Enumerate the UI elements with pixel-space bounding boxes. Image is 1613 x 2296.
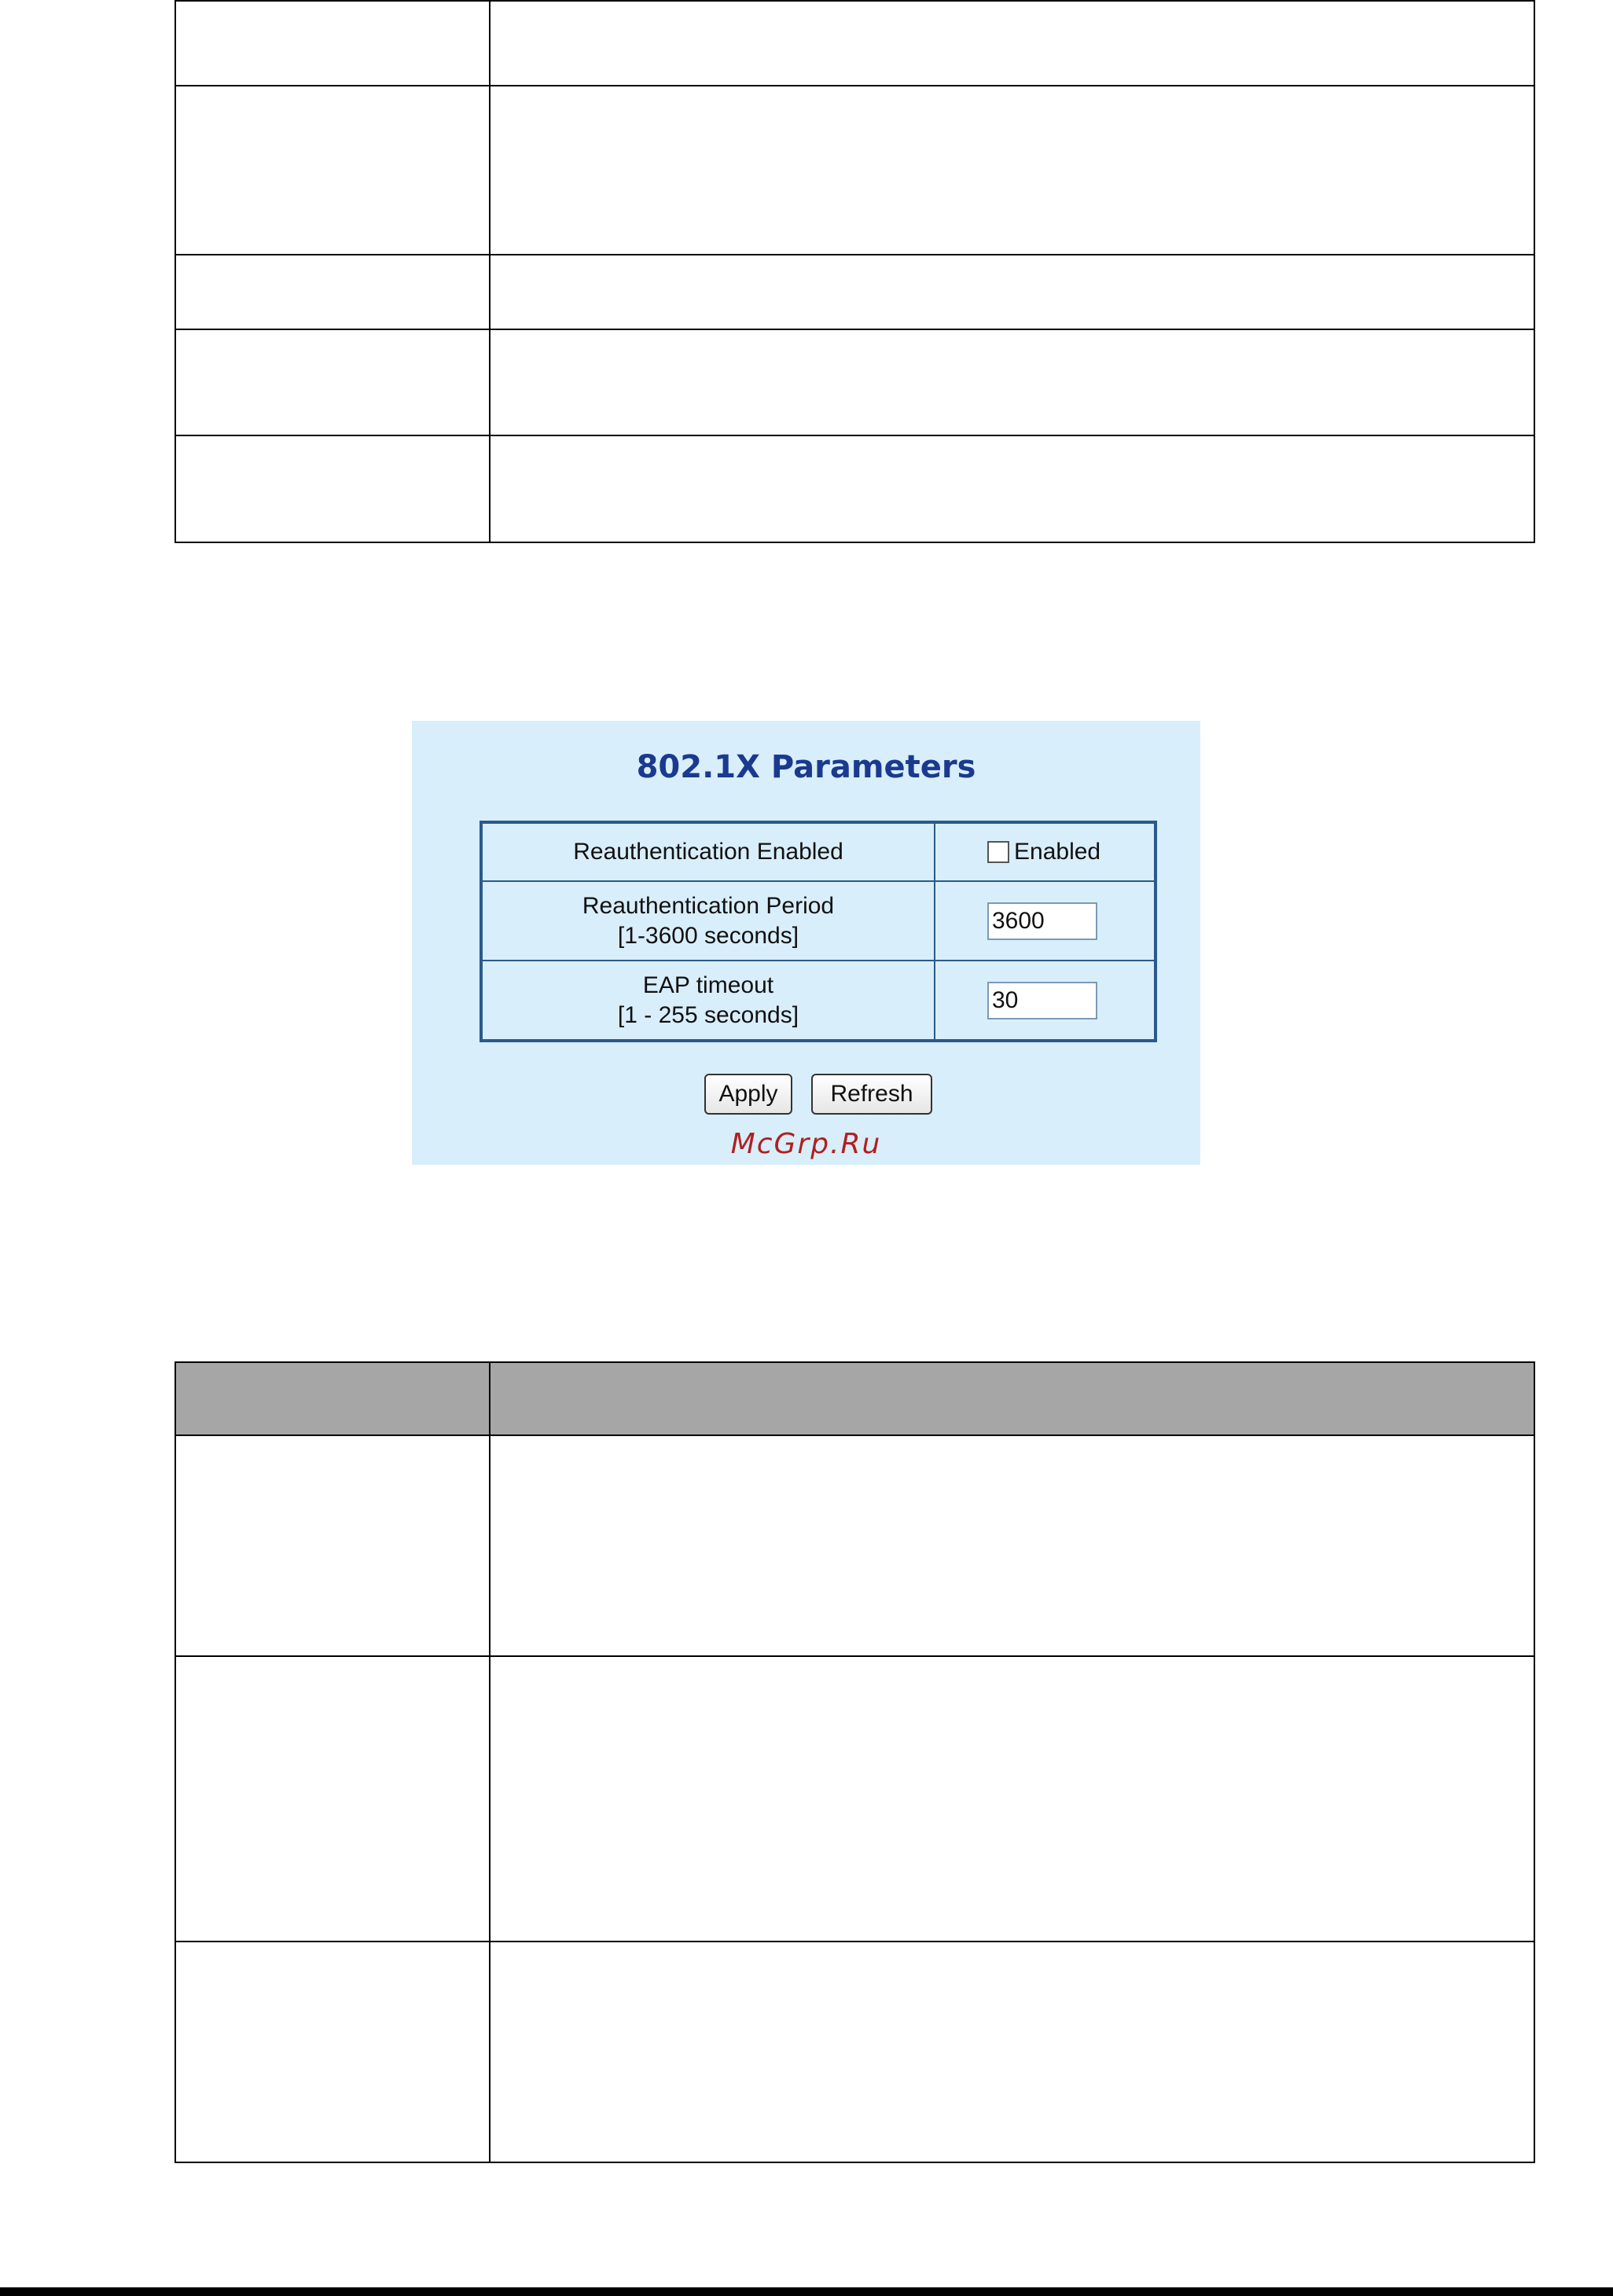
table-cell <box>490 435 1534 542</box>
table-cell <box>175 1435 490 1656</box>
table-cell <box>490 1435 1534 1656</box>
reauth-enabled-checkbox[interactable] <box>987 841 1009 863</box>
parameter-label <box>481 961 935 1041</box>
parameter-row <box>481 881 1156 961</box>
checkbox-label: Enabled <box>1014 839 1101 865</box>
reauth-period-input[interactable] <box>987 902 1097 940</box>
panel-title: 802.1X Parameters <box>636 749 976 785</box>
parameter-label <box>481 822 935 881</box>
eap-timeout-label: EAP timeout <box>642 972 774 998</box>
dot1x-parameters-panel <box>412 721 1200 1165</box>
parameter-row <box>481 961 1156 1041</box>
watermark: McGrp.Ru <box>730 1128 882 1160</box>
parameter-row <box>481 822 1156 881</box>
description-table-top <box>175 0 1535 543</box>
reauth-period-range: [1-3600 seconds] <box>617 922 799 949</box>
table-cell <box>490 1941 1534 2162</box>
table-cell <box>175 1 490 86</box>
parameters-table <box>479 821 1157 1042</box>
eap-timeout-input[interactable] <box>987 982 1097 1019</box>
table-cell <box>175 1941 490 2162</box>
parameter-label <box>481 881 935 961</box>
table-cell <box>490 255 1534 329</box>
table-header-cell <box>490 1362 1534 1435</box>
table-cell <box>490 86 1534 255</box>
reauth-enabled-label: Reauthentication Enabled <box>573 839 843 865</box>
description-table-bottom <box>175 1361 1535 2163</box>
table-cell <box>490 329 1534 435</box>
table-cell <box>175 86 490 255</box>
eap-timeout-range: [1 - 255 seconds] <box>617 1001 799 1028</box>
table-cell <box>175 329 490 435</box>
parameter-value <box>935 822 1156 881</box>
table-cell <box>490 1 1534 86</box>
table-cell <box>490 1656 1534 1941</box>
table-cell <box>175 1656 490 1941</box>
table-header-cell <box>175 1362 490 1435</box>
reauth-period-label: Reauthentication Period <box>582 892 835 919</box>
apply-button[interactable]: Apply <box>704 1074 792 1115</box>
parameter-value <box>935 961 1156 1041</box>
parameter-value <box>935 881 1156 961</box>
table-cell <box>175 255 490 329</box>
refresh-button[interactable]: Refresh <box>811 1074 932 1115</box>
footer-rule <box>0 2287 1613 2296</box>
table-cell <box>175 435 490 542</box>
